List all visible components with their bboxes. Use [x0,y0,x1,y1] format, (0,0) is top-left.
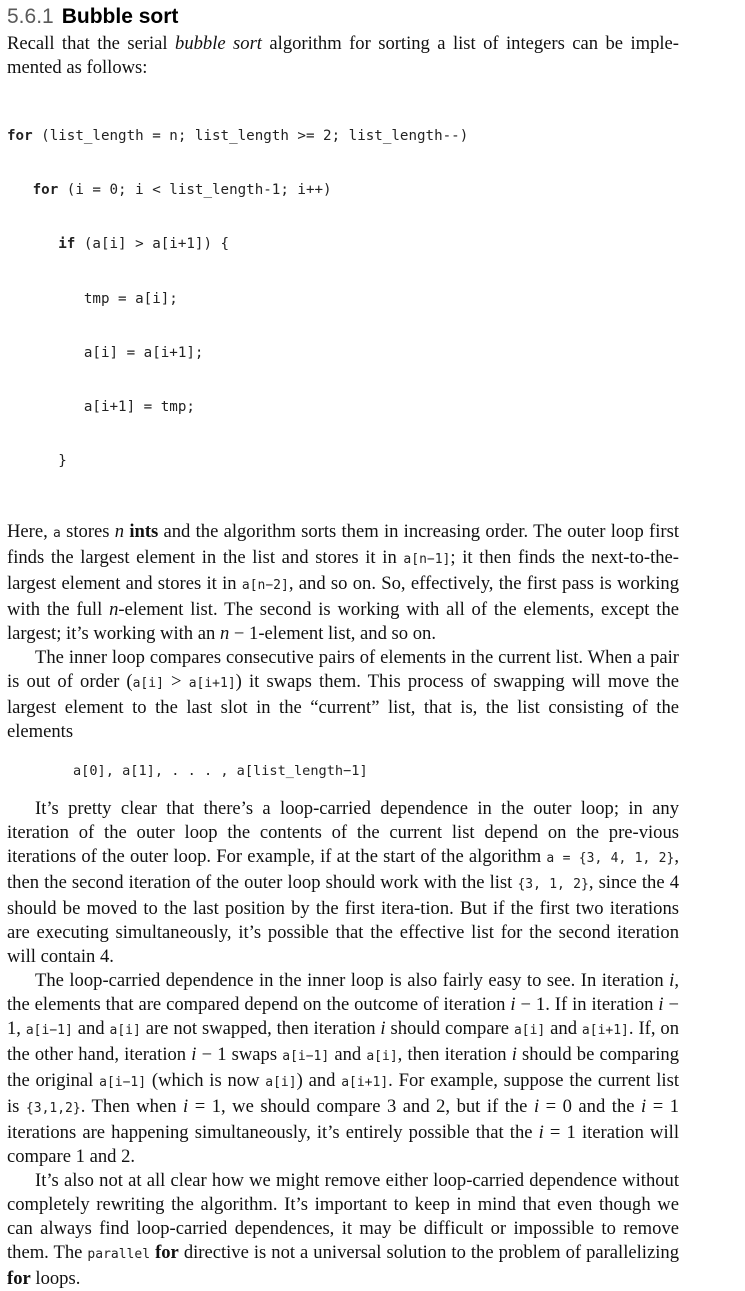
paragraph-3: It’s pretty clear that there’s a loop-carried dependence in the outer loop; in any iteration of the outer loop the contents of the current list depend on the pre-vious iterations of the outer loop. For example, if at the start of the algorithm a = {3, 4, 1, 2}, then the second iteration of the outer loop should work with the list {3, 1, 2}, since the 4 should be moved to the last position by the first itera-tion. But if the first two iterations are executing simultaneously, it’s possible that the effective list for the second iteration will contain 4. [7,798,679,968]
inline-code: a[i−1] [99,1075,147,1091]
math-var: i [183,1096,189,1118]
inline-code: a[i] [265,1075,297,1091]
inline-code: {3,1,2} [25,1101,81,1117]
code-text: (a[i] > a[i+1]) { [75,236,230,253]
code-keyword: for [7,128,33,144]
code-text: (i = 0; i < list_length-1; i++) [58,182,332,199]
paragraph-2: The inner loop compares consecutive pairs of elements in the current list. When a pair is out of order (a[i] > a[i+1]) it swaps them. This process of swapping will move the largest element to the last slot in the “current” list, that is, the list consisting of the elements [7,647,679,743]
code-keyword: for [32,182,59,199]
emphasis: bubble sort [175,33,262,54]
inline-code: a[i] [109,1023,141,1039]
inline-code: {3, 1, 2} [517,877,589,893]
code-keyword: if [58,236,76,253]
code-line [7,179,679,201]
math-var: i [510,994,516,1016]
code-text: tmp = a[i]; [83,290,178,307]
math-var: i [669,970,675,992]
inline-code: a[i] [513,1023,546,1039]
inline-code: a [53,526,61,542]
code-block [7,93,679,504]
type-keyword: ints [129,521,159,543]
section-heading [7,4,679,30]
inline-code: a[i+1] [581,1023,629,1039]
section-title: Bubble sort [61,5,179,28]
math-var: n [109,599,119,621]
text: algorithm for sorting a list of integers can be imple-mented as follows: [7,33,679,78]
inline-code: a[n−2] [241,578,289,594]
code-text: a[i] = a[i+1]; [83,344,204,361]
inline-code: a[i+1] [341,1075,389,1091]
code-text: } [58,453,67,470]
paragraph-1: Here, a stores n ints and the algorithm sorts them in increasing order. The outer loop first finds the largest element in the list and stores it in a[n−1]; it then finds the next-to-the-largest element and stores it in a[n−2], and so on. So, effectively, the first pass is working with the full n-element list. The second is working with all of the elements, except the largest; it’s working with an n − 1-element list, and so on. [7,521,679,645]
math-var: i [658,994,664,1016]
code-line [7,288,679,310]
intro-paragraph [7,32,679,80]
text: Recall that the serial [7,33,176,54]
code-line [7,450,679,472]
inline-code: a[i+1] [188,676,236,692]
code-line [7,396,679,418]
code-keyword: for [7,1268,31,1290]
code-keyword: for [155,1242,179,1264]
paragraph-5: It’s also not at all clear how we might remove either loop-carried dependence without completely rewriting the algorithm. It’s important to keep in mind that even though we can always find loop-carried dependences, it may be difficult or impossible to remove them. The parallel for directive is not a universal solution to the problem of parallelizing for loops. [7,1170,679,1290]
inline-code: a[i] [132,676,164,692]
display-list: a[0], a[1], . . . , a[list_length−1] [73,763,368,780]
code-line [7,233,679,255]
code-text: a[i+1] = tmp; [83,398,195,415]
math-var: n [114,521,125,543]
math-var: i [533,1096,540,1118]
paragraph-4: The loop-carried dependence in the inner loop is also fairly easy to see. In iteration i, the elements that are compared depend on the outcome of iteration i − 1. If in iteration i − 1, a[i−1] and a[i] are not swapped, then iteration i should compare a[i] and a[i+1]. If, on the other hand, iteration i − 1 swaps a[i−1] and a[i], then iteration i should be comparing the original a[i−1] (which is now a[i]) and a[i+1]. For example, suppose the current list is {3,1,2}. Then when i = 1, we should compare 3 and 2, but if the i = 0 and the i = 1 iterations are happening simultaneously, it’s entirely possible that the i = 1 iteration will compare 1 and 2. [7,970,679,1168]
inline-code: parallel [87,1247,151,1263]
section-number: 5.6.1 [7,5,54,28]
math-var: i [538,1122,544,1144]
inline-code: a[i−1] [25,1023,73,1039]
math-var: i [511,1044,517,1066]
code-text: (list_length = n; list_length >= 2; list_length--) [32,128,469,144]
page [7,0,679,1291]
math-var: i [380,1018,386,1040]
code-line [7,342,679,364]
inline-code: a = {3, 4, 1, 2} [546,851,675,867]
math-var: i [641,1096,647,1118]
inline-code: a[n−1] [403,552,451,568]
code-line [7,125,679,147]
math-var: n [219,623,230,645]
inline-code: a[i−1] [282,1049,330,1065]
inline-code: a[i] [366,1049,398,1065]
math-var: i [191,1044,197,1066]
